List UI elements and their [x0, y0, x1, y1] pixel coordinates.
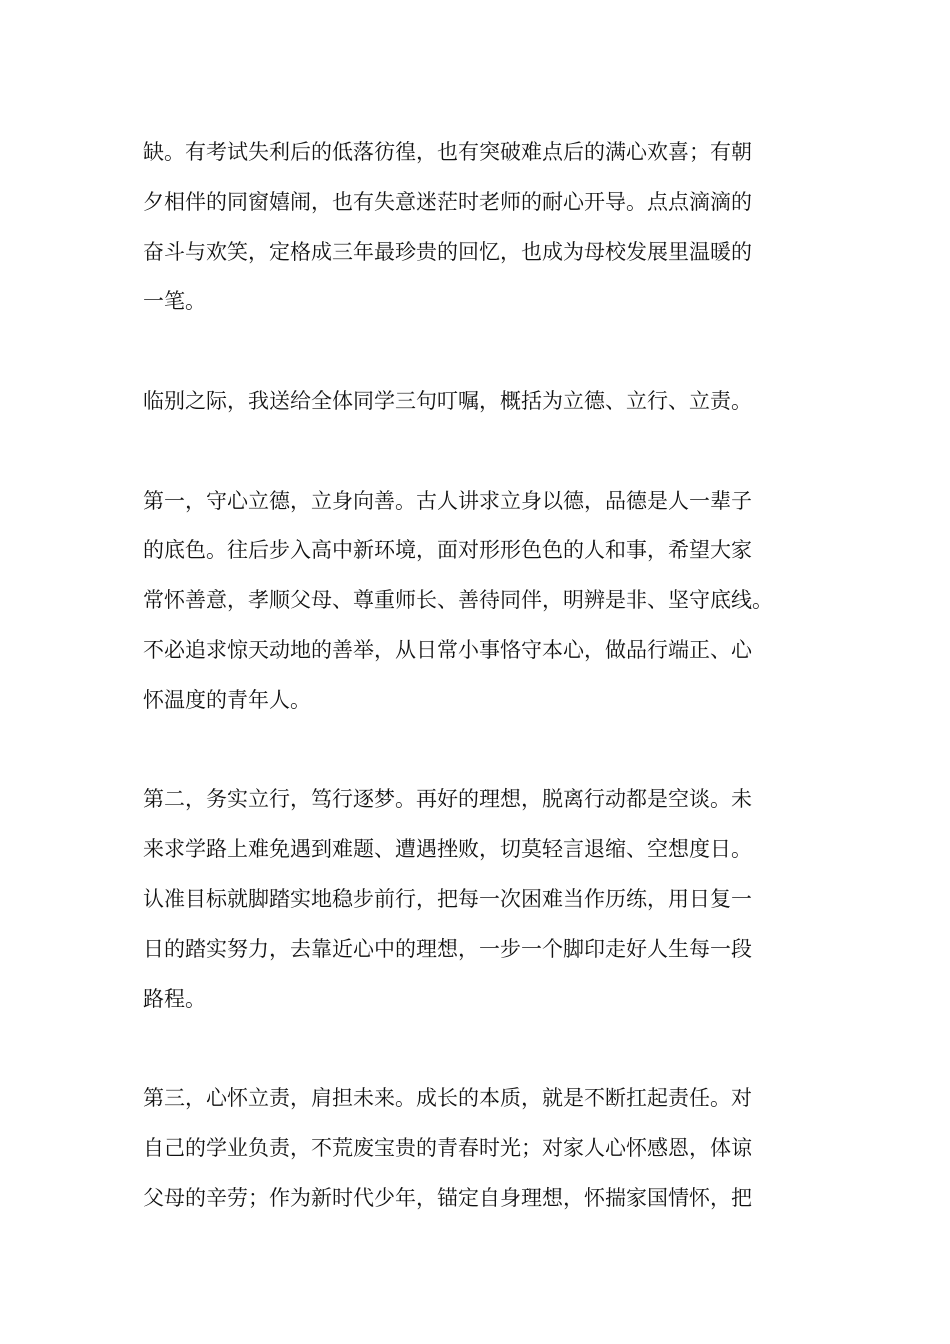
text-line: 路程。 — [143, 986, 206, 1011]
text-line: 第一，守心立德，立身向善。古人讲求立身以德，品德是人一辈子 — [143, 488, 752, 513]
text-line: 一笔。 — [143, 289, 206, 314]
paragraph-second-action — [143, 775, 835, 1024]
text-line: 认准目标就脚踏实地稳步前行，把每一次困难当作历练，用日复一 — [143, 886, 752, 911]
text-line: 父母的辛劳；作为新时代少年，锚定自身理想，怀揣家国情怀，把 — [143, 1185, 752, 1210]
paragraph-memories — [143, 128, 835, 327]
document-body — [143, 128, 835, 1273]
text-line: 临别之际，我送给全体同学三句叮嘱，概括为立德、立行、立责。 — [143, 388, 752, 413]
paragraph-first-virtue — [143, 477, 835, 726]
text-line: 奋斗与欢笑，定格成三年最珍贵的回忆，也成为母校发展里温暖的 — [143, 239, 752, 264]
text-line: 来求学路上难免遇到难题、遭遇挫败，切莫轻言退缩、空想度日。 — [143, 837, 752, 862]
text-line: 怀温度的青年人。 — [143, 687, 311, 712]
text-line: 常怀善意，孝顺父母、尊重师长、善待同伴，明辨是非、坚守底线。 — [143, 588, 773, 613]
text-line: 不必追求惊天动地的善举，从日常小事恪守本心，做品行端正、心 — [143, 637, 752, 662]
text-line: 的底色。往后步入高中新环境，面对形形色色的人和事，希望大家 — [143, 538, 752, 563]
text-line: 自己的学业负责，不荒废宝贵的青春时光；对家人心怀感恩，体谅 — [143, 1135, 752, 1160]
paragraph-farewell — [143, 377, 835, 427]
text-line: 第二，务实立行，笃行逐梦。再好的理想，脱离行动都是空谈。未 — [143, 787, 752, 812]
paragraph-third-responsibility — [143, 1074, 835, 1223]
text-line: 日的踏实努力，去靠近心中的理想，一步一个脚印走好人生每一段 — [143, 936, 752, 961]
text-line: 缺。有考试失利后的低落彷徨，也有突破难点后的满心欢喜；有朝 — [143, 140, 752, 164]
text-line: 第三，心怀立责，肩担未来。成长的本质，就是不断扛起责任。对 — [143, 1086, 752, 1111]
text-line: 夕相伴的同窗嬉闹，也有失意迷茫时老师的耐心开导。点点滴滴的 — [143, 189, 752, 214]
